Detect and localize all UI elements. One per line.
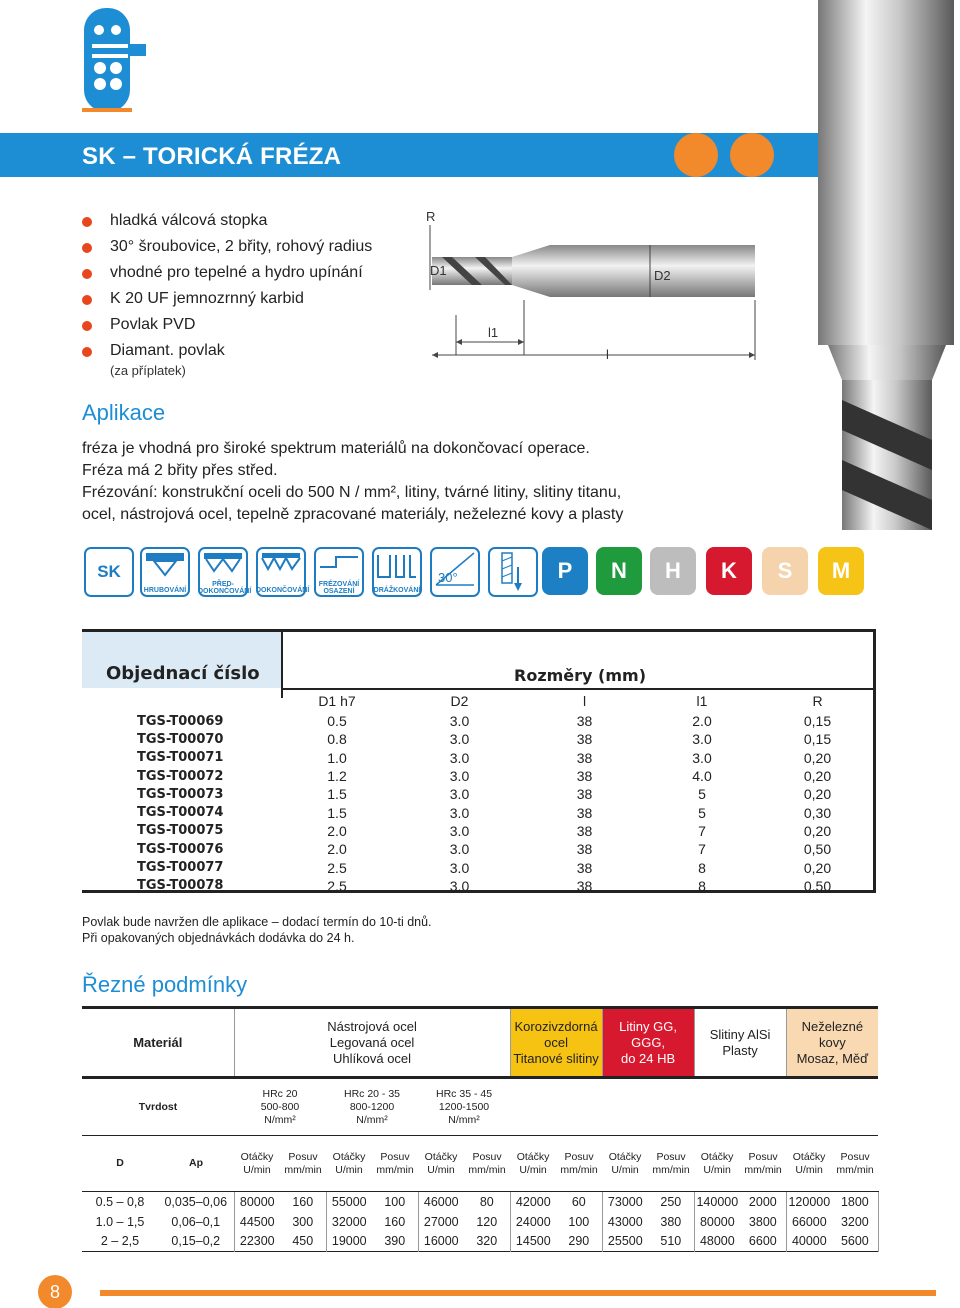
material-badge-p: P [542, 547, 588, 595]
helix-angle-icon [430, 547, 480, 597]
hardness-cell: HRc 20 500-800 N/mm² [234, 1078, 326, 1136]
page-number: 8 [38, 1275, 72, 1308]
material-badge-s: S [762, 547, 808, 595]
material-header: Litiny GG, GGG, do 24 HB [602, 1008, 694, 1078]
table-row: 0.5 – 0,8 0,035–0,06 80000 160 55000 100 46000 80 42000 60 73000 250 140000 2000 120000 1800 [82, 1192, 878, 1212]
center-cutting-icon [488, 547, 538, 597]
shoulder-milling-icon: FRÉZOVÁNÍ OSAZENÍ [314, 547, 364, 597]
table-row: TGS-T00071 1.0 3.0 38 3.0 0,20 [137, 749, 832, 766]
speed-header: Otáčky U/min [786, 1136, 832, 1192]
cutting-conditions-heading: Řezné podmínky [82, 972, 248, 997]
cutting-conditions-table: Materiál Nástrojová ocel Legovaná ocel Uhlíková ocel Korozivzdorná ocel Titanové slitiny Litiny GG, GGG, do 24 HB Slitiny AlSi Plasty Neželezné kovy Mosaz, Měď Tvrdost HRc 20 500-800 N/mm² HRc 20 - 35 800-1200 N/mm² HRc 35 - 45 1200-1500 N/mm² D Ap Otáčky U/min Posuv mm/min Otáčky U/min Posuv mm/min Otáčky U/min Posuv mm/min Otáčky U/min Posuv mm/min Otáčky U/min Posuv mm/min Otáčky U/min Posuv mm/min Otáčky U/min Posuv mm/min 0.5 – 0,8 0,035–0,06 80000 160 55000 100 46000 80 42000 60 73000 250 140000 2000 120000 1800 1.0 – 1,5 0,06–0,1 44500 300 32000 160 27000 120 24000 100 43000 380 80000 3800 66000 3200 2 – 2,5 0,15–0,2 22300 450 19000 390 16000 320 14500 290 25500 510 48000 6600 40000 5600 [82, 1006, 876, 1252]
table-row: TGS-T00070 0.8 3.0 38 3.0 0,15 [137, 731, 832, 748]
speed-header: Otáčky U/min [326, 1136, 372, 1192]
tool-photo [800, 0, 960, 530]
table-row: TGS-T00074 1.5 3.0 38 5 0,30 [137, 804, 832, 821]
material-badge-h: H [650, 547, 696, 595]
material-header: Korozivzdorná ocel Titanové slitiny [510, 1008, 602, 1078]
speed-header: Otáčky U/min [510, 1136, 556, 1192]
feed-header: Posuv mm/min [280, 1136, 326, 1192]
order-number-heading: Objednací číslo [106, 663, 260, 684]
svg-text:30°: 30° [438, 570, 458, 585]
table-row: TGS-T00076 2.0 3.0 38 7 0,50 [137, 841, 832, 858]
tool-dimension-diagram [420, 205, 765, 365]
label-l1: l1 [488, 325, 499, 340]
slotting-icon: DRÁŽKOVÁNÍ [372, 547, 422, 597]
table-row: TGS-T00077 2.5 3.0 38 8 0,20 [137, 859, 832, 876]
label-d2: D2 [654, 268, 671, 283]
operation-icons [82, 547, 872, 597]
table-row: TGS-T00073 1.5 3.0 38 5 0,20 [137, 786, 832, 803]
feed-header: Posuv mm/min [740, 1136, 786, 1192]
material-badge-n: N [596, 547, 642, 595]
page-title: SK – TORICKÁ FRÉZA [82, 143, 342, 170]
aplikace-text: fréza je vhodná pro široké spektrum materiálů na dokončovací operace. Fréza má 2 břity přes střed. Frézování: konstrukční oceli do 500 N / mm², litiny, tvárné litiny, slitiny titanu, ocel, nástrojová ocel, tepelně zpracované materiály, neželezné kovy a plasty [82, 440, 624, 523]
table-row: TGS-T00078 2.5 3.0 38 8 0,50 [137, 877, 832, 894]
material-header: Neželezné kovy Mosaz, Měď [786, 1008, 878, 1078]
finishing-icon: DOKONČOVÁNÍ [256, 547, 306, 597]
semi-finishing-icon: PŘED- DOKONČOVÁNÍ [198, 547, 248, 597]
decor-dot [730, 133, 774, 177]
dimensions-heading: Rozměry (mm) [514, 666, 647, 685]
list-item: hladká válcová stopka [82, 208, 372, 234]
speed-header: Otáčky U/min [418, 1136, 464, 1192]
list-item: Diamant. povlak (za příplatek) [82, 338, 372, 378]
material-badge-m: M [818, 547, 864, 595]
dimensions-table [82, 629, 876, 893]
label-l: l [606, 347, 609, 362]
material-badge-k: K [706, 547, 752, 595]
list-item: vhodné pro tepelné a hydro upínání [82, 260, 372, 286]
speed-header: Otáčky U/min [694, 1136, 740, 1192]
feed-header: Posuv mm/min [648, 1136, 694, 1192]
sk-icon: SK [84, 547, 134, 597]
table-row: TGS-T00075 2.0 3.0 38 7 0,20 [137, 822, 832, 839]
speed-header: Otáčky U/min [234, 1136, 280, 1192]
list-item: Povlak PVD [82, 312, 372, 338]
decor-dot [674, 133, 718, 177]
label-d1: D1 [430, 263, 447, 278]
feed-header: Posuv mm/min [832, 1136, 878, 1192]
table-row: 2 – 2,5 0,15–0,2 22300 450 19000 390 16000 320 14500 290 25500 510 48000 6600 40000 5600 [82, 1232, 878, 1252]
delivery-note: Povlak bude navržen dle aplikace – dodací termín do 10-ti dnů. Při opakovaných objednávkách dodávka do 24 h. [82, 915, 432, 945]
feed-header: Posuv mm/min [372, 1136, 418, 1192]
table-row: TGS-T00069 0.5 3.0 38 2.0 0,15 [137, 713, 832, 730]
table-header-row: D1 h7 D2 l l1 R [318, 693, 823, 709]
speed-header: Otáčky U/min [602, 1136, 648, 1192]
list-item: 30° šroubovice, 2 břity, rohový radius [82, 234, 372, 260]
hardness-cell: HRc 20 - 35 800-1200 N/mm² [326, 1078, 418, 1136]
material-header: Nástrojová ocel Legovaná ocel Uhlíková ocel [234, 1008, 510, 1078]
material-header: Slitiny AlSi Plasty [694, 1008, 786, 1078]
company-logo [78, 6, 150, 114]
table-row: TGS-T00072 1.2 3.0 38 4.0 0,20 [137, 768, 832, 785]
roughing-icon: HRUBOVÁNÍ [140, 547, 190, 597]
feed-header: Posuv mm/min [464, 1136, 510, 1192]
table-row: 1.0 – 1,5 0,06–0,1 44500 300 32000 160 27000 120 24000 100 43000 380 80000 3800 66000 3200 [82, 1212, 878, 1232]
feed-header: Posuv mm/min [556, 1136, 602, 1192]
hardness-cell: HRc 35 - 45 1200-1500 N/mm² [418, 1078, 510, 1136]
footer-bar [100, 1290, 936, 1296]
aplikace-heading: Aplikace [82, 400, 166, 425]
list-item: K 20 UF jemnozrnný karbid [82, 286, 372, 312]
feature-list [82, 208, 372, 378]
label-r: R [426, 209, 436, 224]
